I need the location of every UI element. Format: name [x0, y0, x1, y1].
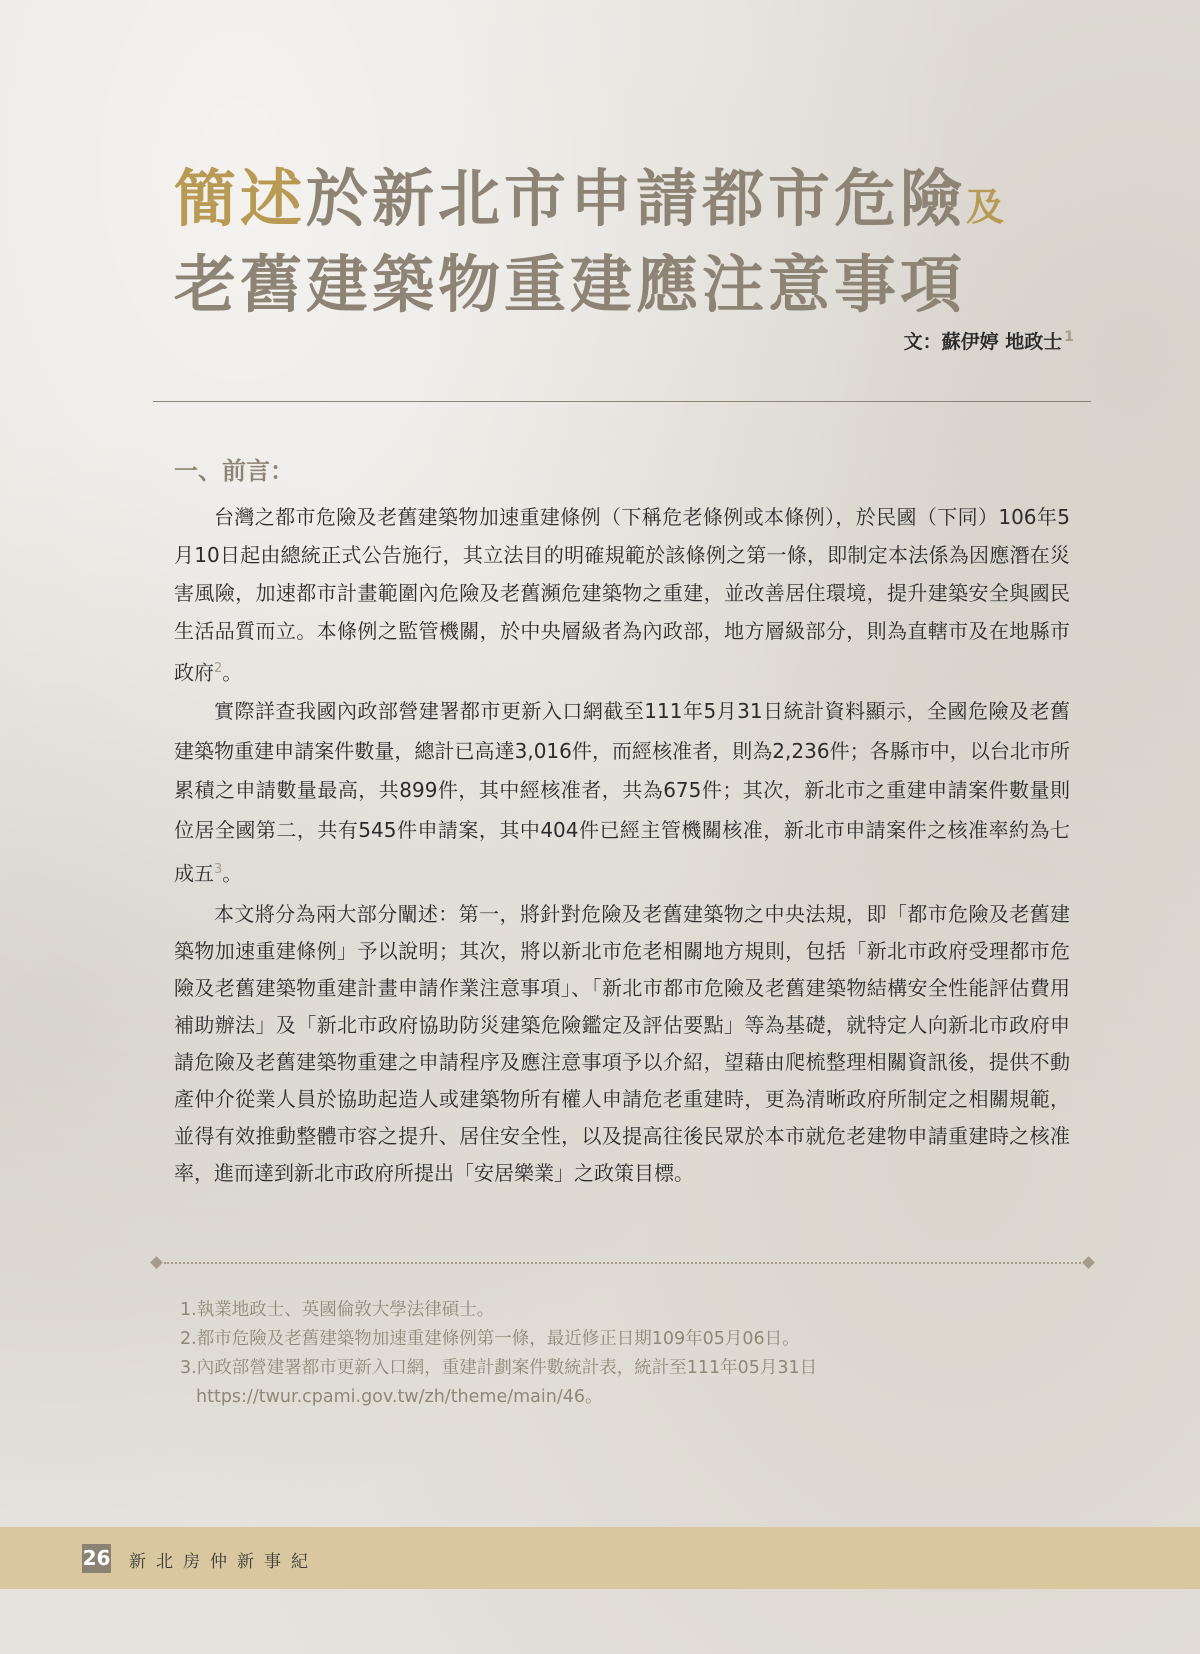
paragraph-2 — [174, 692, 1070, 894]
title-line-2: 老舊建築物重建應注意事項 — [174, 248, 967, 321]
paragraph-1-text — [174, 498, 1070, 692]
footnotes — [180, 1296, 1060, 1412]
footnote-separator — [150, 1257, 1095, 1269]
magazine-name: 新北房仲新事紀 — [129, 1552, 318, 1572]
separator-diamond-right — [1082, 1256, 1095, 1269]
separator-diamond-left — [150, 1256, 163, 1269]
paragraph-1 — [174, 498, 1070, 692]
paragraph-2-end: 。 — [222, 861, 243, 886]
paragraph-1-body: 台灣之都市危險及老舊建築物加速重建條例（下稱危老條例或本條例），於民國（下同）106年5月10日起由總統正式公告施行，其立法目的明確規範於該條例之第一條，即制定本法係為因應潛在災害風險，加速都市計畫範圍內危險及老舊瀕危建築物之重建，並改善居住環境，提升建築安全與國民生活品質而立。本條例之監管機關，於中央層級者為內政部，地方層級部分，則為直轄市及在地縣市政府 — [174, 505, 1070, 685]
author-byline — [904, 327, 1074, 354]
paragraph-3 — [174, 896, 1070, 1192]
paragraph-3-text: 本文將分為兩大部分闡述：第一，將針對危險及老舊建築物之中央法規，即「都市危險及老舊建築物加速重建條例」予以說明；其次，將以新北市危老相關地方規則，包括「新北市政府受理都市危險及老舊建築物重建計畫申請作業注意事項」、「新北市都市危險及老舊建築物結構安全性能評估費用補助辦法」及「新北市政府協助防災建築危險鑑定及評估要點」等為基礎，就特定人向新北市政府申請危險及老舊建築物重建之申請程序及應注意事項予以介紹，望藉由爬梳整理相關資訊後，提供不動產仲介從業人員於協助起造人或建築物所有權人申請危老重建時，更為清晰政府所制定之相關規範，並得有效推動整體市容之提升、居住安全性，以及提高往後民眾於本市就危老建物申請重建時之核准率，進而達到新北市政府所提出「安居樂業」之政策目標。 — [174, 902, 1070, 1185]
page-number: 26 — [82, 1544, 111, 1573]
section-heading-intro: 一、前言： — [174, 457, 294, 485]
author-footnote-ref: 1 — [1064, 328, 1074, 345]
title-line1-text: 於新北市申請都市危險 — [306, 162, 967, 235]
paragraph-2-body: 實際詳查我國內政部營建署都市更新入口網截至111年5月31日統計資料顯示，全國危險及老舊建築物重建申請案件數量，總計已高達3,016件，而經核准者，則為2,236件；各縣市中，以台北市所累積之申請數量最高，共899件，其中經核准者，共為675件；其次，新北市之重建申請案件數量則位居全國第二，共有545件申請案，其中404件已經主管機關核准，新北市申請案件之核准率約為七成五 — [174, 699, 1070, 886]
footnote-1: 1.執業地政士、英國倫敦大學法律碩士。 — [180, 1300, 495, 1320]
title-line-1 — [174, 160, 1074, 246]
paragraph-2-text — [174, 692, 1070, 894]
footnote-ref-2: 2 — [214, 661, 223, 676]
footnote-3: 3.內政部營建署都市更新入口網，重建計劃案件數統計表，統計至111年05月31日 — [180, 1358, 818, 1378]
footnote-2: 2.都市危險及老舊建築物加速重建條例第一條，最近修正日期109年05月06日。 — [180, 1329, 800, 1349]
footnote-3-url: https://twur.cpami.gov.tw/zh/theme/main/46。 — [196, 1387, 603, 1407]
footnote-ref-3: 3 — [214, 862, 223, 877]
title-highlight: 簡述 — [174, 162, 307, 235]
article-title — [174, 160, 1074, 324]
author-text: 文：蘇伊婷 地政士 — [903, 331, 1063, 353]
separator-dotted-line — [164, 1262, 1081, 1264]
title-small-char: 及 — [966, 185, 1005, 229]
paragraph-1-end: 。 — [222, 660, 243, 685]
title-divider — [153, 401, 1091, 402]
